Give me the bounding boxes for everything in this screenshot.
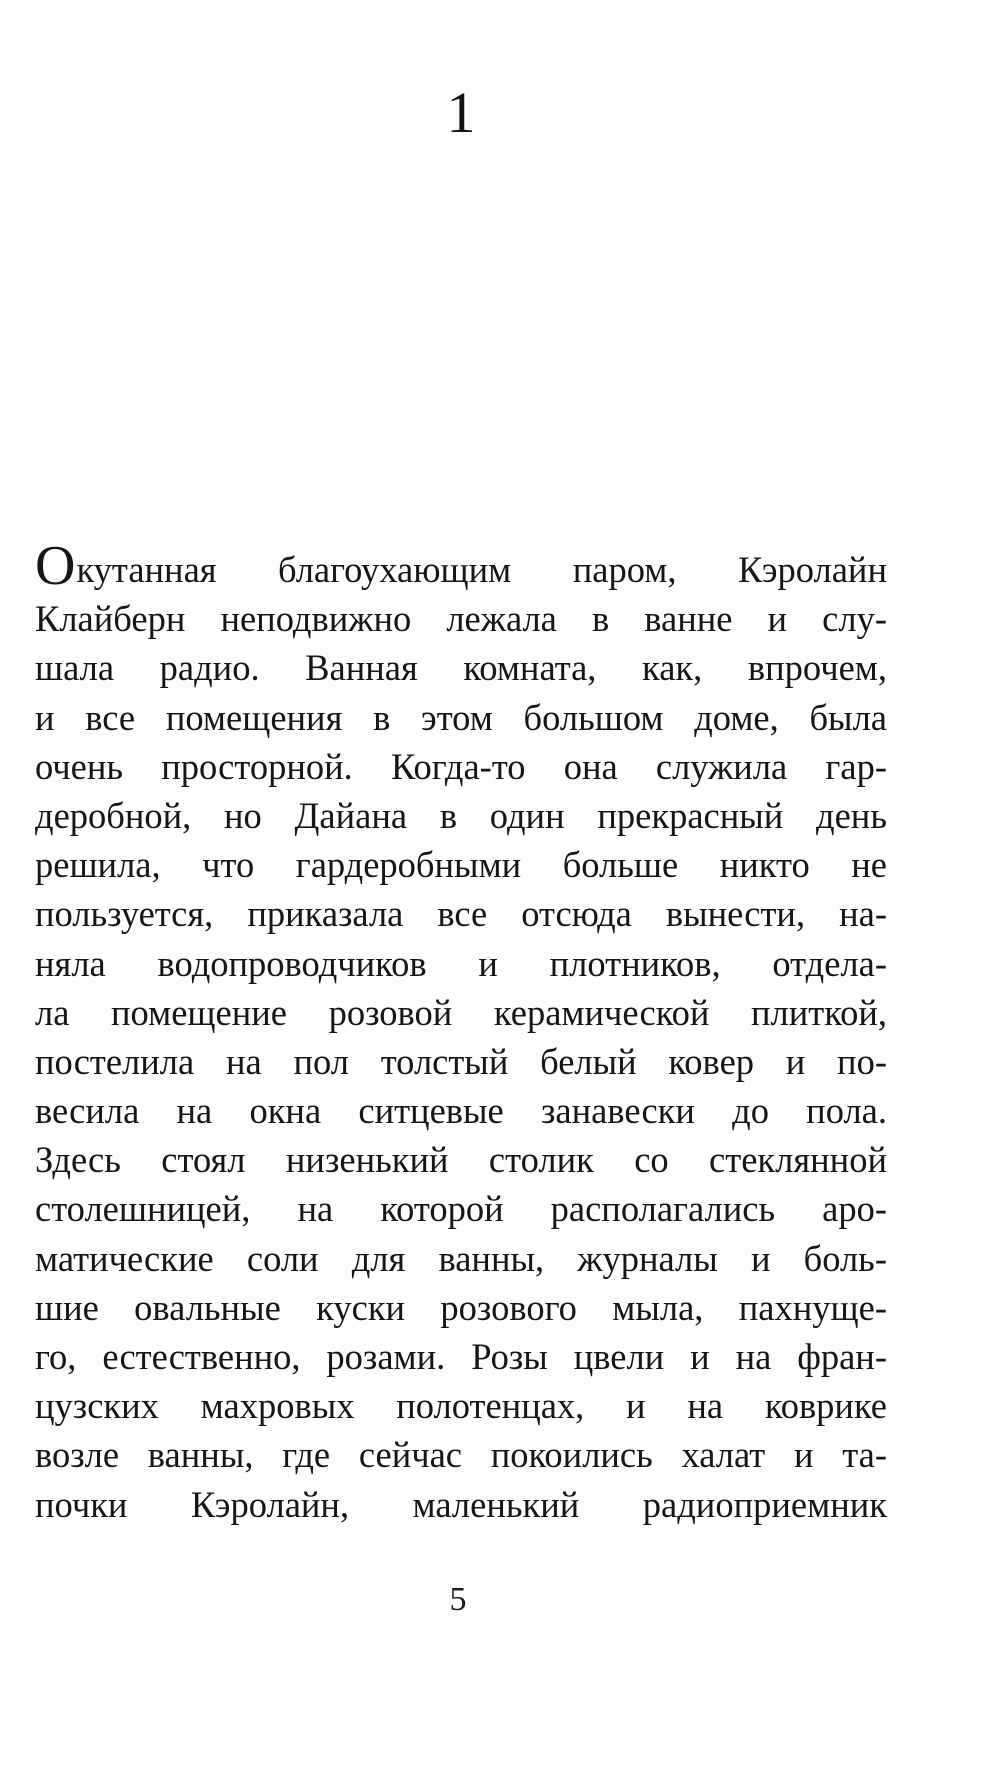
text-line-9: няла водопроводчиков и плотников, отдела- (35, 942, 887, 984)
body-paragraph (35, 535, 887, 1529)
text-line-17: го, естественно, розами. Розы цвели и на фран- (35, 1336, 887, 1377)
text-line-13: Здесь стоял низенький столик со стеклянной (35, 1139, 887, 1181)
page-number: 5 (449, 1581, 467, 1618)
text-line-16: шие овальные куски розового мыла, пахнуще- (35, 1286, 887, 1328)
text-line-5: очень просторной. Когда-то она служила гар- (35, 745, 887, 787)
text-line-4: и все помещения в этом большом доме, была (35, 696, 887, 738)
text-line-11: постелила на пол толстый белый ковер и по- (35, 1040, 887, 1082)
text-line-10: ла помещение розовой керамической плиткой, (35, 991, 887, 1033)
text-line-7: решила, что гардеробными больше никто не (35, 844, 887, 886)
text-line-12: весила на окна ситцевые занавески до пола. (35, 1090, 887, 1132)
drop-cap: О (35, 535, 76, 597)
text-line-1-rest: кутанная благоухающим паром, Кэролайн (76, 549, 887, 590)
text-line-18: цузских махровых полотенцах, и на коврике (35, 1385, 887, 1427)
text-line-20: почки Кэролайн, маленький радиоприемник (35, 1483, 887, 1525)
text-line-8: пользуется, приказала все отсюда вынести, на- (35, 893, 887, 935)
text-line-2: Клайберн неподвижно лежала в ванне и слу- (35, 598, 887, 640)
text-line-1 (35, 535, 887, 597)
text-line-14: столешницей, на которой располагались аро- (35, 1188, 887, 1230)
text-line-3: шала радио. Ванная комната, как, впрочем, (35, 647, 887, 689)
text-line-15: матические соли для ванны, журналы и боль- (35, 1237, 887, 1279)
text-line-19: возле ванны, где сейчас покоились халат и та- (35, 1434, 887, 1476)
text-line-6: деробной, но Дайана в один прекрасный день (35, 794, 887, 836)
chapter-number: 1 (446, 80, 476, 145)
